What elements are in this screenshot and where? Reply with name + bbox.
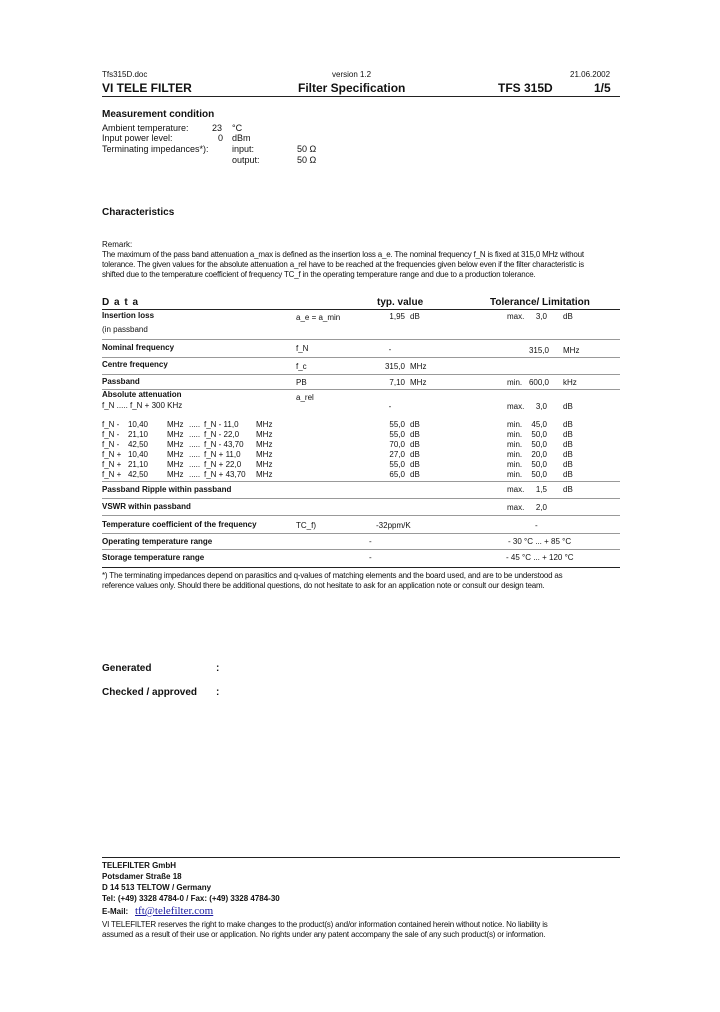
passband-symbol: PB — [296, 378, 307, 387]
atten-f2: f_N + 43,70 — [204, 470, 246, 479]
atten-f1: 42,50 — [127, 440, 148, 449]
passband-tol-unit: kHz — [563, 378, 577, 387]
generated-colon: : — [216, 663, 220, 674]
col-typ-header: typ. value — [377, 297, 424, 308]
term-output-value: 50 Ω — [297, 155, 317, 165]
atten-tol: 45,0 — [531, 420, 547, 429]
atten-typ-unit: dB — [410, 460, 420, 469]
insertion-loss-tol-pre: max. — [507, 312, 525, 321]
insertion-loss-note: (in passband — [102, 325, 148, 334]
passband-tol-pre: min. — [507, 378, 523, 387]
attenuation-passband-tol-unit: dB — [563, 402, 573, 411]
footer-email-link[interactable]: tft@telefilter.com — [135, 905, 214, 917]
ambient-temp-label: Ambient temperature: — [102, 123, 189, 133]
row-rule — [102, 339, 620, 340]
col-tol-header: Tolerance/ Limitation — [490, 297, 590, 308]
tempco-label: Temperature coefficient of the frequency — [102, 520, 257, 529]
col-data-header: D a t a — [102, 297, 140, 308]
atten-mhz: MHz — [256, 420, 273, 429]
ripple-tol-pre: max. — [507, 485, 525, 494]
row-rule — [102, 549, 620, 550]
atten-mhz: MHz — [256, 430, 273, 439]
nominal-frequency-tol: 315,0 — [528, 346, 549, 355]
nominal-frequency-label: Nominal frequency — [102, 343, 175, 352]
insertion-loss-typ-unit: dB — [410, 312, 420, 321]
atten-dots: ..... — [189, 450, 201, 459]
atten-typ: 55,0 — [389, 430, 405, 439]
input-power-unit: dBm — [232, 133, 251, 143]
row-rule — [102, 357, 620, 358]
operating-temp-typ: - — [369, 537, 372, 546]
atten-dots: ..... — [189, 430, 201, 439]
atten-tol-unit: dB — [563, 470, 573, 479]
ambient-temp-value: 23 — [212, 123, 223, 133]
atten-mhz: MHz — [256, 440, 273, 449]
passband-typ: 7,10 — [389, 378, 405, 387]
input-power-value: 0 — [218, 133, 224, 143]
insertion-loss-tol-unit: dB — [563, 312, 573, 321]
tempco-symbol: TC_f) — [296, 521, 316, 530]
footer-company: TELEFILTER GmbH — [102, 861, 177, 870]
atten-min: min. — [507, 470, 523, 479]
atten-tol: 50,0 — [531, 430, 547, 439]
atten-typ-unit: dB — [410, 450, 420, 459]
checked-label: Checked / approved — [102, 687, 198, 698]
ripple-label: Passband Ripple within passband — [102, 485, 232, 494]
atten-tol: 20,0 — [531, 450, 547, 459]
atten-sign: f_N - — [102, 420, 120, 429]
passband-tol: 600,0 — [528, 378, 549, 387]
row-rule — [102, 374, 620, 375]
atten-mhz: MHz — [256, 470, 273, 479]
footer-tel: Tel: (+49) 3328 4784-0 / Fax: (+49) 3328 4784-30 — [102, 894, 280, 903]
term-input-port: input: — [232, 144, 255, 154]
atten-mhz: MHz — [167, 430, 184, 439]
attenuation-passband-range: f_N ..... f_N + 300 KHz — [102, 401, 183, 410]
term-input-value: 50 Ω — [297, 144, 317, 154]
atten-f2: f_N - 22,0 — [204, 430, 240, 439]
atten-min: min. — [507, 420, 523, 429]
atten-dots: ..... — [189, 470, 201, 479]
footer-city: D 14 513 TELTOW / Germany — [102, 883, 212, 892]
atten-f1: 21,10 — [127, 460, 148, 469]
atten-typ-unit: dB — [410, 430, 420, 439]
atten-mhz: MHz — [167, 420, 184, 429]
passband-typ-unit: MHz — [410, 378, 427, 387]
atten-mhz: MHz — [167, 440, 184, 449]
term-output-port: output: — [232, 155, 260, 165]
centre-frequency-symbol: f_c — [296, 362, 307, 371]
input-power-label: Input power level: — [102, 133, 173, 143]
atten-min: min. — [507, 450, 523, 459]
atten-dots: ..... — [189, 420, 201, 429]
remark-label: Remark: — [102, 240, 133, 249]
atten-tol-unit: dB — [563, 420, 573, 429]
atten-typ: 55,0 — [389, 420, 405, 429]
atten-mhz: MHz — [167, 460, 184, 469]
atten-sign: f_N + — [102, 460, 122, 469]
atten-tol: 50,0 — [531, 440, 547, 449]
atten-dots: ..... — [189, 460, 201, 469]
atten-min: min. — [507, 460, 523, 469]
nominal-frequency-symbol: f_N — [296, 344, 309, 353]
atten-sign: f_N + — [102, 470, 122, 479]
atten-tol-unit: dB — [563, 450, 573, 459]
atten-f2: f_N + 22,0 — [204, 460, 242, 469]
atten-tol: 50,0 — [531, 470, 547, 479]
centre-frequency-typ-unit: MHz — [410, 362, 427, 371]
operating-temp-label: Operating temperature range — [102, 537, 213, 546]
generated-label: Generated — [102, 663, 152, 674]
tempco-typ: -32ppm/K — [376, 521, 411, 530]
storage-temp-typ: - — [369, 553, 372, 562]
attenuation-passband-tol: 3,0 — [535, 402, 547, 411]
ripple-tol-unit: dB — [563, 485, 573, 494]
atten-f1: 10,40 — [127, 450, 148, 459]
nominal-frequency-typ: - — [388, 345, 392, 354]
atten-typ: 55,0 — [389, 460, 405, 469]
page-number: 1/5 — [594, 81, 611, 95]
insertion-loss-tol: 3,0 — [535, 312, 547, 321]
storage-temp-label: Storage temperature range — [102, 553, 205, 562]
characteristics-heading: Characteristics — [102, 207, 175, 218]
insertion-loss-typ: 1,95 — [389, 312, 405, 321]
remark-line-3: shifted due to the temperature coefficient of frequency TC_f in the operating temperature range and due to a production tolerance. — [102, 270, 536, 279]
atten-mhz: MHz — [167, 450, 184, 459]
row-rule — [102, 481, 620, 482]
atten-f1: 10,40 — [127, 420, 148, 429]
footer-street: Potsdamer Straße 18 — [102, 872, 182, 881]
passband-label: Passband — [102, 377, 140, 386]
checked-colon: : — [216, 687, 220, 698]
atten-tol-unit: dB — [563, 430, 573, 439]
table-header-rule — [102, 309, 620, 310]
ripple-tol: 1,5 — [535, 485, 547, 494]
disclaimer-line-1: VI TELEFILTER reserves the right to make changes to the product(s) and/or information contained herein without notice. No liability is — [102, 920, 548, 929]
atten-f1: 42,50 — [127, 470, 148, 479]
centre-frequency-typ: 315,0 — [384, 362, 405, 371]
remark-line-2: tolerance. The given values for the absolute attenuation a_rel have to be reached at the frequencies given below even if the filter characteristic is — [102, 260, 584, 269]
atten-min: min. — [507, 440, 523, 449]
operating-temp-tol: - 30 °C ... + 85 °C — [508, 537, 572, 546]
vswr-label: VSWR within passband — [102, 502, 191, 511]
absolute-attenuation-symbol: a_rel — [296, 393, 314, 402]
footnote-line-1: *) The terminating impedances depend on parasitics and q-values of matching elements and the board used, and are to be understood as — [102, 571, 563, 580]
atten-f2: f_N + 11,0 — [204, 450, 241, 459]
atten-typ-unit: dB — [410, 420, 420, 429]
atten-typ: 27,0 — [389, 450, 405, 459]
atten-mhz: MHz — [167, 470, 184, 479]
atten-tol: 50,0 — [531, 460, 547, 469]
atten-f2: f_N - 11,0 — [204, 420, 239, 429]
atten-mhz: MHz — [256, 460, 273, 469]
nominal-frequency-tol-unit: MHz — [563, 346, 580, 355]
footer-rule — [102, 857, 620, 858]
atten-mhz: MHz — [256, 450, 273, 459]
atten-sign: f_N + — [102, 450, 122, 459]
document-title: Filter Specification — [298, 81, 406, 95]
attenuation-passband-tol-pre: max. — [507, 402, 525, 411]
atten-sign: f_N - — [102, 430, 120, 439]
row-rule — [102, 533, 620, 534]
atten-typ-unit: dB — [410, 440, 420, 449]
absolute-attenuation-label: Absolute attenuation — [102, 390, 182, 399]
insertion-loss-label: Insertion loss — [102, 311, 155, 320]
doc-date: 21.06.2002 — [570, 70, 611, 79]
vswr-tol: 2,0 — [535, 503, 547, 512]
row-rule — [102, 498, 620, 499]
part-number: TFS 315D — [498, 81, 553, 95]
version: version 1.2 — [332, 70, 372, 79]
atten-f1: 21,10 — [127, 430, 148, 439]
centre-frequency-label: Centre frequency — [102, 360, 168, 369]
term-impedance-label: Terminating impedances*): — [102, 144, 209, 154]
disclaimer-line-2: assumed as a result of their use or application. No rights under any patent accompany the sale of any such product(s) or information. — [102, 930, 546, 939]
tempco-tol: - — [535, 521, 538, 530]
header-rule — [102, 96, 620, 97]
table-bottom-rule — [102, 567, 620, 568]
footnote-line-2: reference values only. Should there be additional questions, do not hesitate to ask for an application note or consult our design team. — [102, 581, 545, 590]
remark-line-1: The maximum of the pass band attenuation a_max is defined as the insertion loss a_e. The nominal frequency f_N is fixed at 315,0 MHz without — [102, 250, 584, 259]
atten-typ-unit: dB — [410, 470, 420, 479]
footer-email-label: E-Mail: — [102, 907, 129, 916]
atten-min: min. — [507, 430, 523, 439]
attenuation-passband-typ: - — [388, 402, 392, 411]
row-rule — [102, 515, 620, 516]
measurement-heading: Measurement condition — [102, 109, 215, 120]
company-header: VI TELE FILTER — [102, 81, 192, 95]
vswr-tol-pre: max. — [507, 503, 525, 512]
storage-temp-tol: - 45 °C ... + 120 °C — [506, 553, 574, 562]
atten-dots: ..... — [189, 440, 201, 449]
atten-f2: f_N - 43,70 — [204, 440, 244, 449]
insertion-loss-symbol: a_e = a_min — [296, 313, 341, 322]
file-name: Tfs315D.doc — [102, 70, 148, 79]
atten-typ: 65,0 — [389, 470, 405, 479]
ambient-temp-unit: °C — [232, 123, 243, 133]
atten-tol-unit: dB — [563, 460, 573, 469]
atten-sign: f_N - — [102, 440, 120, 449]
atten-typ: 70,0 — [389, 440, 405, 449]
atten-tol-unit: dB — [563, 440, 573, 449]
